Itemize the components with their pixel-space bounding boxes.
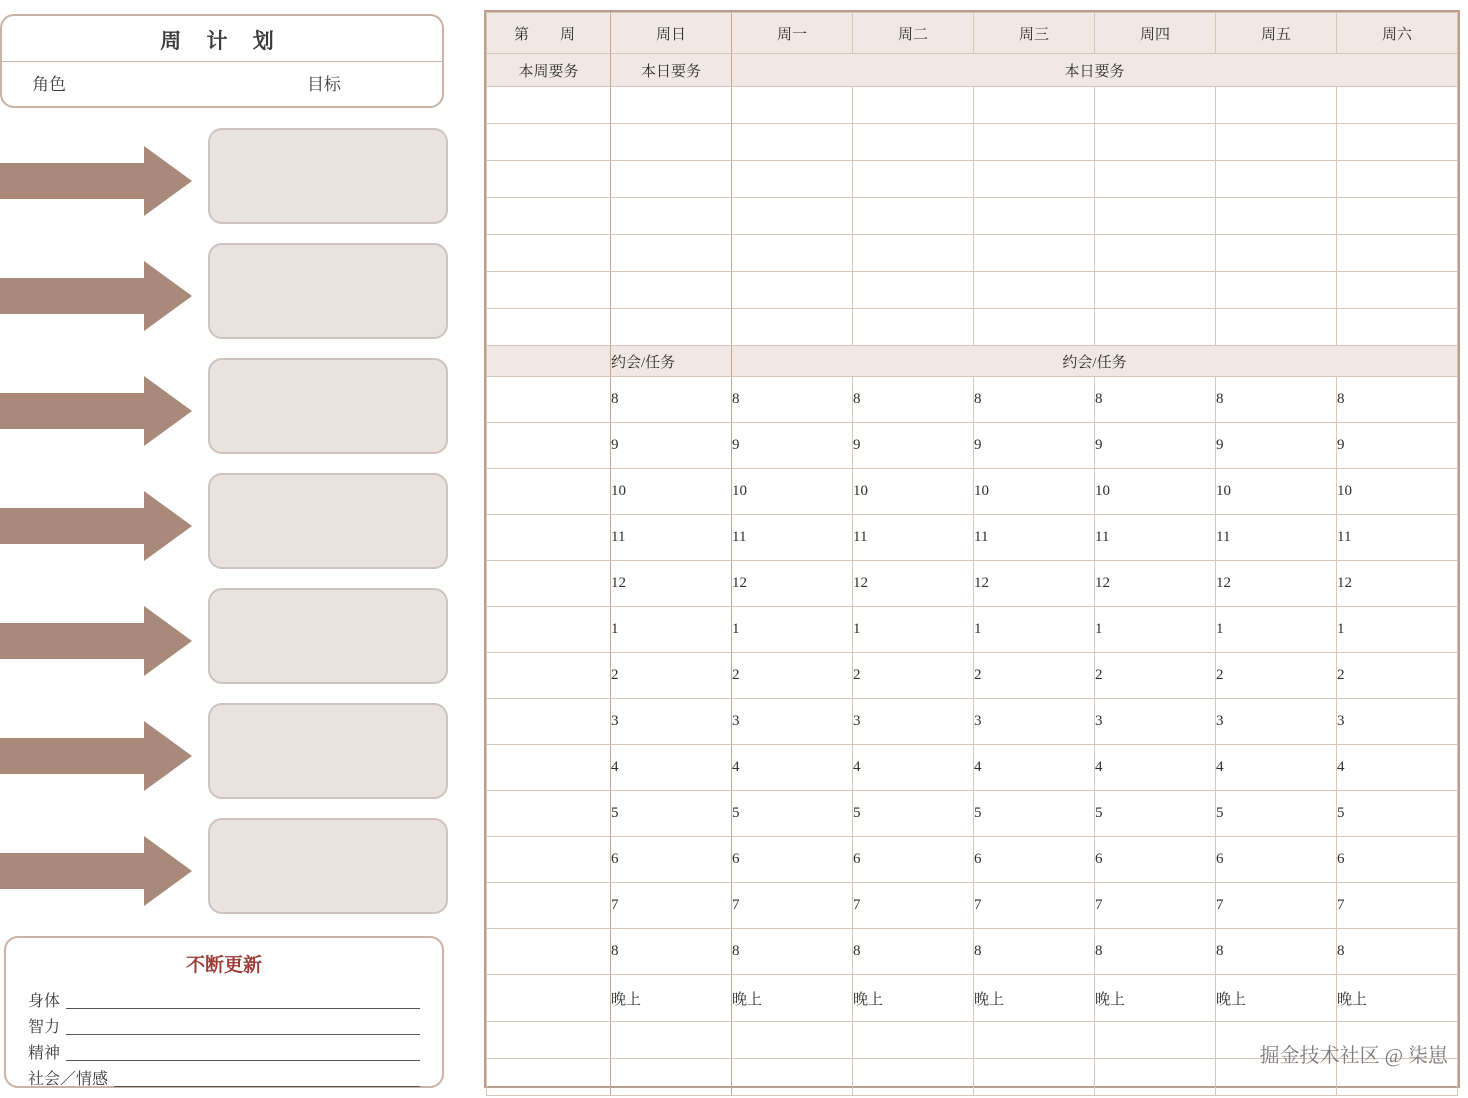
evening-cell-wednesday[interactable]: 晚上 [974,975,1095,1022]
week-task-cell[interactable] [487,423,611,469]
day-task-cell-wednesday[interactable] [974,124,1095,161]
hour-cell-tuesday[interactable]: 6 [853,837,974,883]
goal-input-box[interactable] [208,358,448,454]
hour-cell-tuesday[interactable]: 1 [853,607,974,653]
evening-row [487,975,1458,1022]
table-row [487,272,1458,309]
hour-cell-thursday[interactable]: 10 [1095,469,1216,515]
hour-cell-saturday[interactable]: 8 [1337,377,1458,423]
renewal-line-label: 社会／情感 [28,1071,109,1088]
header-thursday: 周四 [1095,13,1216,54]
hour-cell-saturday[interactable]: 12 [1337,561,1458,607]
day-task-cell-wednesday[interactable] [974,272,1095,309]
day-task-cell-tuesday[interactable] [853,124,974,161]
hour-cell-saturday[interactable]: 10 [1337,469,1458,515]
hour-cell-wednesday[interactable]: 3 [974,699,1095,745]
hour-cell-monday[interactable]: 9 [732,423,853,469]
hour-cell-monday[interactable]: 12 [732,561,853,607]
day-task-cell-wednesday[interactable] [974,198,1095,235]
hour-cell-tuesday[interactable]: 8 [853,929,974,975]
week-task-cell[interactable] [487,515,611,561]
hour-cell-saturday[interactable]: 9 [1337,423,1458,469]
goal-row [0,354,452,469]
week-task-cell[interactable] [487,699,611,745]
hour-cell-monday[interactable]: 1 [732,607,853,653]
renewal-title: 不断更新 [185,955,262,976]
hour-row [487,745,1458,791]
subheader-day-tasks: 本日要务 [732,54,1458,87]
week-task-cell[interactable] [487,791,611,837]
hour-cell-thursday[interactable]: 6 [1095,837,1216,883]
hour-cell-thursday[interactable]: 3 [1095,699,1216,745]
day-task-cell-friday[interactable] [1216,87,1337,124]
weekly-plan-card [0,14,444,108]
goal-row [0,469,452,584]
renewal-line [28,1039,420,1065]
hour-cell-friday[interactable]: 3 [1216,699,1337,745]
hour-cell-friday[interactable]: 6 [1216,837,1337,883]
day-task-cell-sunday[interactable] [611,87,732,124]
hour-cell-sunday[interactable]: 8 [611,377,732,423]
appointments-blank-week [487,346,611,377]
notes-cell-monday[interactable] [732,1022,853,1059]
hour-cell-friday[interactable]: 12 [1216,561,1337,607]
table-row [487,198,1458,235]
evening-cell-thursday[interactable]: 晚上 [1095,975,1216,1022]
page-title: 周 计 划 [160,29,284,53]
renewal-line-label: 智力 [28,1019,61,1036]
arrow-icon [0,491,194,561]
arrow-icon [0,376,194,446]
hour-cell-wednesday[interactable]: 10 [974,469,1095,515]
day-task-cell-monday[interactable] [732,87,853,124]
hour-cell-thursday[interactable]: 11 [1095,515,1216,561]
notes-cell-sunday[interactable] [611,1022,732,1059]
day-task-cell-friday[interactable] [1216,198,1337,235]
week-task-cell[interactable] [487,1022,611,1059]
subheader-day-tasks-sunday: 本日要务 [611,54,732,87]
hour-cell-friday[interactable]: 8 [1216,929,1337,975]
hour-row [487,377,1458,423]
hour-cell-monday[interactable]: 8 [732,929,853,975]
hour-cell-sunday[interactable]: 11 [611,515,732,561]
notes-cell-wednesday[interactable] [974,1022,1095,1059]
week-task-cell[interactable] [487,198,611,235]
renewal-line [28,1065,420,1091]
hour-cell-wednesday[interactable]: 9 [974,423,1095,469]
hour-row [487,929,1458,975]
evening-cell-tuesday[interactable]: 晚上 [853,975,974,1022]
appointments-label: 约会/任务 [732,346,1458,377]
goal-label: 目标 [307,75,341,94]
hour-cell-wednesday[interactable]: 6 [974,837,1095,883]
day-task-cell-sunday[interactable] [611,272,732,309]
hour-cell-sunday[interactable]: 12 [611,561,732,607]
day-task-cell-tuesday[interactable] [853,198,974,235]
week-task-cell[interactable] [487,161,611,198]
hour-cell-thursday[interactable]: 5 [1095,791,1216,837]
notes-cell-wednesday[interactable] [974,1059,1095,1096]
goal-input-box[interactable] [208,243,448,339]
hour-cell-sunday[interactable]: 4 [611,745,732,791]
week-task-cell[interactable] [487,837,611,883]
hour-cell-sunday[interactable]: 7 [611,883,732,929]
notes-cell-sunday[interactable] [611,1059,732,1096]
renewal-write-line[interactable] [66,1059,420,1061]
hour-cell-monday[interactable]: 11 [732,515,853,561]
hour-row [487,423,1458,469]
appointments-label-sunday: 约会/任务 [611,346,732,377]
goal-input-box[interactable] [208,703,448,799]
day-task-cell-friday[interactable] [1216,124,1337,161]
table-row [487,309,1458,346]
day-task-cell-thursday[interactable] [1095,124,1216,161]
hour-cell-sunday[interactable]: 10 [611,469,732,515]
hour-cell-thursday[interactable]: 2 [1095,653,1216,699]
hour-cell-wednesday[interactable]: 11 [974,515,1095,561]
day-task-cell-saturday[interactable] [1337,161,1458,198]
week-task-cell[interactable] [487,929,611,975]
renewal-line-label: 精神 [28,1045,61,1062]
left-panel [0,6,452,1092]
hour-cell-friday[interactable]: 9 [1216,423,1337,469]
hour-cell-saturday[interactable]: 4 [1337,745,1458,791]
weekly-planner-table-panel [484,10,1460,1088]
hour-cell-wednesday[interactable]: 8 [974,377,1095,423]
day-task-cell-monday[interactable] [732,198,853,235]
hour-cell-saturday[interactable]: 8 [1337,929,1458,975]
hour-cell-thursday[interactable]: 8 [1095,377,1216,423]
hour-cell-friday[interactable]: 5 [1216,791,1337,837]
hour-cell-tuesday[interactable]: 2 [853,653,974,699]
day-task-cell-saturday[interactable] [1337,235,1458,272]
renewal-card [4,936,444,1088]
day-task-cell-tuesday[interactable] [853,235,974,272]
hour-cell-sunday[interactable]: 5 [611,791,732,837]
week-task-cell[interactable] [487,653,611,699]
hour-cell-friday[interactable]: 8 [1216,377,1337,423]
notes-cell-tuesday[interactable] [853,1022,974,1059]
renewal-write-line[interactable] [114,1085,420,1087]
renewal-write-line[interactable] [66,1033,420,1035]
hour-cell-friday[interactable]: 7 [1216,883,1337,929]
hour-cell-wednesday[interactable]: 7 [974,883,1095,929]
hour-cell-monday[interactable]: 6 [732,837,853,883]
hour-cell-sunday[interactable]: 6 [611,837,732,883]
hour-cell-sunday[interactable]: 9 [611,423,732,469]
header-monday: 周一 [732,13,853,54]
goal-row [0,584,452,699]
hour-cell-monday[interactable]: 3 [732,699,853,745]
subheader-week-tasks: 本周要务 [487,54,611,87]
goal-row [0,124,452,239]
hour-cell-saturday[interactable]: 2 [1337,653,1458,699]
hour-cell-saturday[interactable]: 5 [1337,791,1458,837]
hour-cell-friday[interactable]: 1 [1216,607,1337,653]
day-task-cell-wednesday[interactable] [974,235,1095,272]
day-task-cell-tuesday[interactable] [853,272,974,309]
hour-cell-tuesday[interactable]: 10 [853,469,974,515]
goal-row [0,814,452,929]
table-row [487,87,1458,124]
day-task-cell-saturday[interactable] [1337,87,1458,124]
day-task-cell-friday[interactable] [1216,161,1337,198]
table-subheader-row [487,54,1458,87]
week-task-cell[interactable] [487,883,611,929]
hour-cell-monday[interactable]: 4 [732,745,853,791]
hour-cell-thursday[interactable]: 7 [1095,883,1216,929]
day-task-cell-sunday[interactable] [611,198,732,235]
table-row [487,235,1458,272]
week-task-cell[interactable] [487,607,611,653]
hour-row [487,515,1458,561]
appointments-header-row [487,346,1458,377]
day-task-cell-tuesday[interactable] [853,309,974,346]
hour-cell-tuesday[interactable]: 9 [853,423,974,469]
arrow-icon [0,721,194,791]
hour-cell-monday[interactable]: 10 [732,469,853,515]
hour-cell-wednesday[interactable]: 2 [974,653,1095,699]
notes-cell-tuesday[interactable] [853,1059,974,1096]
hour-cell-tuesday[interactable]: 4 [853,745,974,791]
goal-row [0,699,452,814]
hour-row [487,791,1458,837]
hour-cell-tuesday[interactable]: 11 [853,515,974,561]
hour-cell-tuesday[interactable]: 12 [853,561,974,607]
renewal-line [28,987,420,1013]
goal-input-box[interactable] [208,473,448,569]
header-tuesday: 周二 [853,13,974,54]
header-sunday: 周日 [611,13,732,54]
week-task-cell[interactable] [487,309,611,346]
day-task-cell-sunday[interactable] [611,235,732,272]
arrow-icon [0,146,194,216]
header-saturday: 周六 [1337,13,1458,54]
goal-input-box[interactable] [208,588,448,684]
hour-cell-friday[interactable]: 10 [1216,469,1337,515]
week-task-cell[interactable] [487,561,611,607]
evening-cell-saturday[interactable]: 晚上 [1337,975,1458,1022]
day-task-cell-wednesday[interactable] [974,87,1095,124]
table-header-row [487,13,1458,54]
day-task-cell-monday[interactable] [732,124,853,161]
day-task-cell-monday[interactable] [732,309,853,346]
hour-cell-monday[interactable]: 5 [732,791,853,837]
day-task-cell-monday[interactable] [732,161,853,198]
day-task-cell-thursday[interactable] [1095,235,1216,272]
day-task-cell-sunday[interactable] [611,309,732,346]
hour-cell-friday[interactable]: 11 [1216,515,1337,561]
header-week-number: 第 周 [487,13,611,54]
hour-cell-wednesday[interactable]: 5 [974,791,1095,837]
day-task-cell-thursday[interactable] [1095,161,1216,198]
hour-cell-saturday[interactable]: 11 [1337,515,1458,561]
hour-cell-wednesday[interactable]: 4 [974,745,1095,791]
hour-row [487,837,1458,883]
day-task-cell-monday[interactable] [732,272,853,309]
hour-cell-thursday[interactable]: 1 [1095,607,1216,653]
week-task-cell[interactable] [487,469,611,515]
table-row [487,124,1458,161]
week-task-cell[interactable] [487,1059,611,1096]
plan-card-subheader [2,61,442,98]
hour-cell-tuesday[interactable]: 5 [853,791,974,837]
day-task-cell-tuesday[interactable] [853,87,974,124]
hour-row [487,561,1458,607]
day-task-cell-saturday[interactable] [1337,309,1458,346]
day-task-cell-sunday[interactable] [611,124,732,161]
hour-cell-monday[interactable]: 8 [732,377,853,423]
hour-cell-monday[interactable]: 7 [732,883,853,929]
hour-cell-thursday[interactable]: 4 [1095,745,1216,791]
header-wednesday: 周三 [974,13,1095,54]
hour-cell-wednesday[interactable]: 1 [974,607,1095,653]
role-label: 角色 [32,75,66,94]
renewal-line-label: 身体 [28,993,61,1010]
hour-row [487,883,1458,929]
hour-row [487,699,1458,745]
hour-cell-saturday[interactable]: 7 [1337,883,1458,929]
week-task-cell[interactable] [487,377,611,423]
hour-cell-tuesday[interactable]: 7 [853,883,974,929]
week-task-cell[interactable] [487,124,611,161]
day-task-cell-friday[interactable] [1216,235,1337,272]
hour-row [487,607,1458,653]
day-task-cell-saturday[interactable] [1337,124,1458,161]
day-task-cell-wednesday[interactable] [974,309,1095,346]
notes-cell-thursday[interactable] [1095,1059,1216,1096]
week-task-cell[interactable] [487,745,611,791]
day-task-cell-monday[interactable] [732,235,853,272]
hour-cell-friday[interactable]: 2 [1216,653,1337,699]
goal-input-box[interactable] [208,818,448,914]
day-task-cell-tuesday[interactable] [853,161,974,198]
renewal-line [28,1013,420,1039]
goal-input-box[interactable] [208,128,448,224]
day-task-cell-friday[interactable] [1216,309,1337,346]
day-task-cell-thursday[interactable] [1095,198,1216,235]
week-task-cell[interactable] [487,272,611,309]
evening-cell-monday[interactable]: 晚上 [732,975,853,1022]
hour-cell-sunday[interactable]: 1 [611,607,732,653]
evening-cell-friday[interactable]: 晚上 [1216,975,1337,1022]
week-task-cell[interactable] [487,235,611,272]
renewal-lines [6,987,442,1091]
notes-cell-monday[interactable] [732,1059,853,1096]
day-task-cell-friday[interactable] [1216,272,1337,309]
hour-cell-sunday[interactable]: 2 [611,653,732,699]
hour-cell-tuesday[interactable]: 3 [853,699,974,745]
day-task-cell-thursday[interactable] [1095,87,1216,124]
header-friday: 周五 [1216,13,1337,54]
arrow-icon [0,606,194,676]
notes-cell-thursday[interactable] [1095,1022,1216,1059]
hour-cell-tuesday[interactable]: 8 [853,377,974,423]
day-task-cell-wednesday[interactable] [974,161,1095,198]
hour-cell-saturday[interactable]: 3 [1337,699,1458,745]
week-task-cell[interactable] [487,87,611,124]
hour-cell-wednesday[interactable]: 12 [974,561,1095,607]
goal-rows [0,124,452,929]
day-task-cell-thursday[interactable] [1095,272,1216,309]
hour-cell-friday[interactable]: 4 [1216,745,1337,791]
watermark: 掘金技术社区 @ 柒崽 [1259,1045,1448,1067]
goal-row [0,239,452,354]
hour-cell-saturday[interactable]: 1 [1337,607,1458,653]
hour-cell-sunday[interactable]: 3 [611,699,732,745]
hour-cell-thursday[interactable]: 8 [1095,929,1216,975]
hour-cell-wednesday[interactable]: 8 [974,929,1095,975]
weekly-planner-table [486,12,1458,1096]
evening-cell-sunday[interactable]: 晚上 [611,975,732,1022]
arrow-icon [0,836,194,906]
arrow-icon [0,261,194,331]
hour-cell-sunday[interactable]: 8 [611,929,732,975]
hour-cell-saturday[interactable]: 6 [1337,837,1458,883]
hour-row [487,469,1458,515]
hour-cell-thursday[interactable]: 12 [1095,561,1216,607]
day-task-cell-saturday[interactable] [1337,272,1458,309]
week-task-cell[interactable] [487,975,611,1022]
day-task-cell-saturday[interactable] [1337,198,1458,235]
renewal-write-line[interactable] [66,1007,420,1009]
table-row [487,161,1458,198]
hour-cell-thursday[interactable]: 9 [1095,423,1216,469]
day-task-cell-sunday[interactable] [611,161,732,198]
hour-cell-monday[interactable]: 2 [732,653,853,699]
day-task-cell-thursday[interactable] [1095,309,1216,346]
hour-row [487,653,1458,699]
